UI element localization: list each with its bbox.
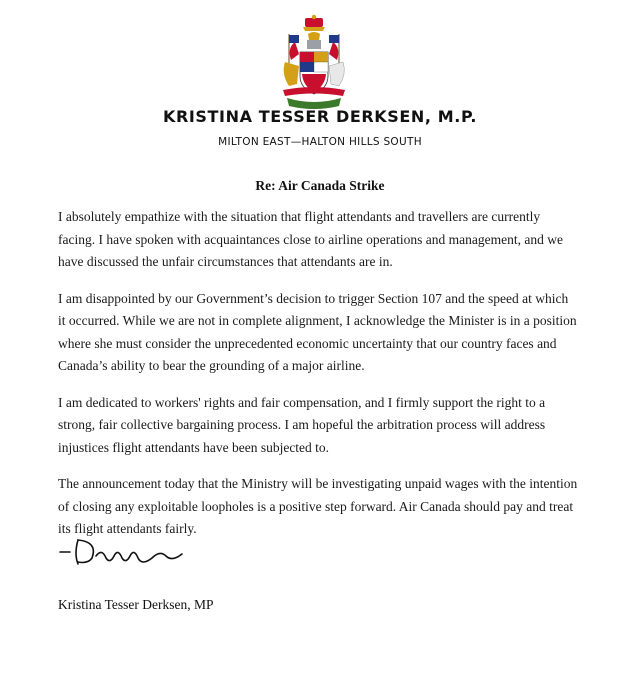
paragraph: I am dedicated to workers' rights and fair compensation, and I firmly support the right to a strong, fair collective bargaining process. I am hopeful the arbitration process will address injustices flight attendants have been subjected to. (58, 394, 546, 455)
paragraph: I absolutely empathize with the situation that flight attendants and travellers are currently facing. I have spoken with acquaintances close to airline operations and management, and we have discussed the unfair circumstances that attendants are in. (58, 209, 563, 269)
paragraph: I am disappointed by our Government’s decision to trigger Section 107 and the speed at which it occurred. While we are not in complete alignment, I acknowledge the Minister is in a position where she must consider the unprecedented economic uncertainty that our country faces and Canada’s ability to bear the grounding of a major airline. (58, 290, 577, 373)
mp-name-heading: KRISTINA TESSER DERKSEN, M.P. (162, 107, 478, 126)
coat-of-arms-icon (275, 14, 353, 114)
letter-body (58, 206, 578, 555)
signature-icon (56, 532, 196, 572)
letter-subject: Re: Air Canada Strike (255, 178, 385, 193)
paragraph: The announcement today that the Ministry will be investigating unpaid wages with the intention of closing any exploitable loopholes is a positive step forward. Air Canada should pay and treat its flight attendants fairly. (58, 476, 578, 536)
signatory-name: Kristina Tesser Derksen, MP (58, 597, 214, 612)
riding-name: MILTON EAST—HALTON HILLS SOUTH (218, 136, 422, 148)
